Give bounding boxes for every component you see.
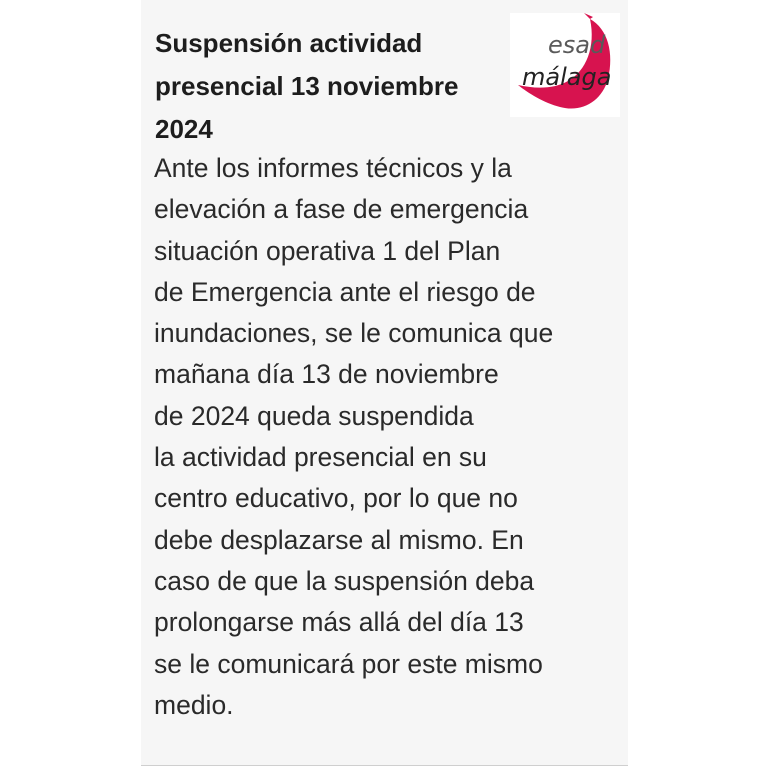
body-line: centro educativo, por lo que no — [154, 483, 518, 514]
body-line: prolongarse más allá del día 13 — [154, 607, 524, 638]
announcement-body — [154, 148, 624, 726]
title-line: presencial 13 noviembre — [155, 71, 459, 101]
body-line: de Emergencia ante el riesgo de — [154, 276, 536, 307]
body-line: se le comunicará por este mismo — [154, 648, 543, 679]
body-line: caso de que la suspensión deba — [154, 565, 535, 596]
body-line: Ante los informes técnicos y la — [154, 153, 512, 183]
announcement-title — [155, 22, 505, 151]
title-line: 2024 — [155, 114, 213, 144]
body-line: inundaciones, se le comunica que — [154, 318, 554, 349]
svg-text:málaga: málaga — [522, 63, 612, 91]
esad-malaga-logo — [510, 13, 620, 117]
body-line: medio. — [154, 689, 234, 720]
body-line: situación operativa 1 del Plan — [154, 235, 501, 266]
body-line: mañana día 13 de noviembre — [154, 359, 499, 390]
body-line: elevación a fase de emergencia — [154, 194, 529, 225]
title-line: Suspensión actividad — [155, 28, 423, 58]
body-line: de 2024 queda suspendida — [154, 400, 474, 431]
body-line: debe desplazarse al mismo. En — [154, 524, 524, 555]
svg-text:esad: esad — [548, 31, 606, 59]
body-line: la actividad presencial en su — [154, 442, 487, 473]
logo-graphic — [510, 13, 620, 117]
card-divider — [141, 765, 628, 766]
logo-stem — [584, 13, 593, 19]
